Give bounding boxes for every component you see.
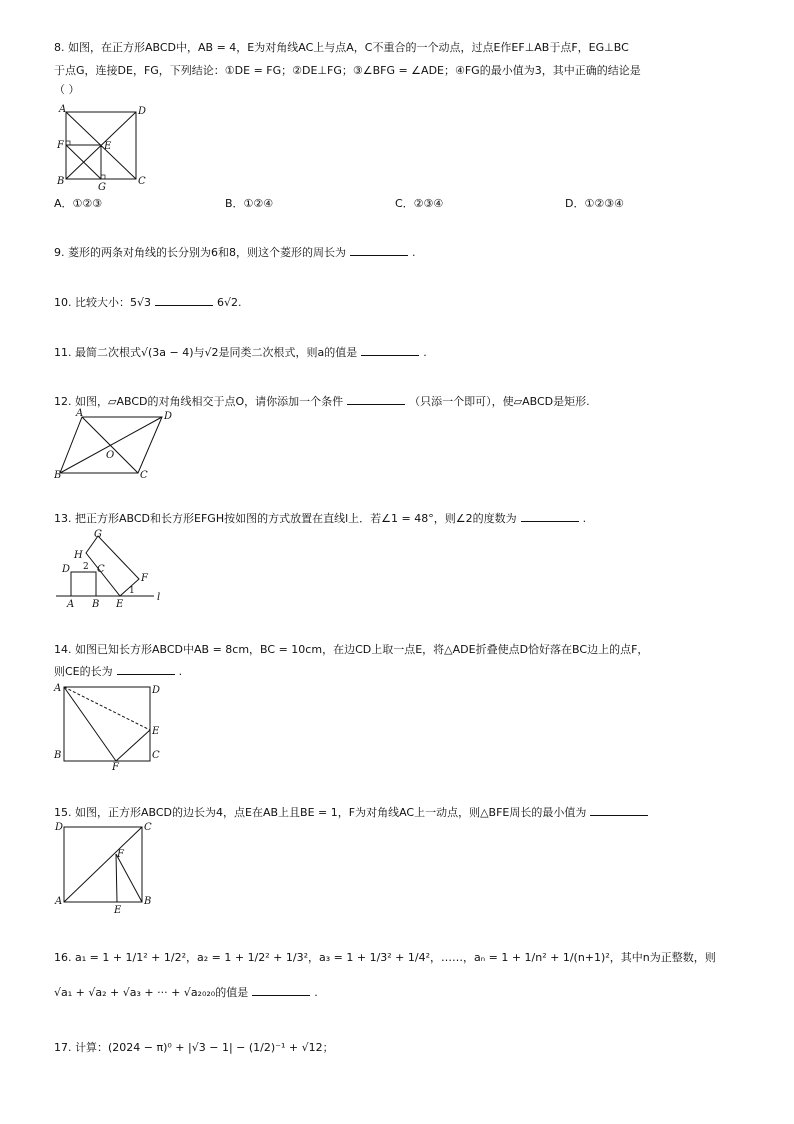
- q14-line1: 14. 如图已知长方形ABCD中AB = 8cm，BC = 10cm，在边CD上取一点E，将△ADE折叠使点D恰好落在BC边上的点F，: [54, 643, 649, 656]
- q16-answer-blank: [252, 984, 310, 996]
- q14-fold-ae: [64, 687, 150, 730]
- q10-line: [54, 294, 242, 311]
- q12-label-c: C: [140, 470, 148, 480]
- q15-label-d: D: [55, 822, 64, 833]
- q14-end: .: [178, 665, 183, 678]
- q8-option-d: D．①②③④: [565, 197, 624, 210]
- q15-label-c: C: [144, 822, 152, 833]
- q9-text: 9. 菱形的两条对角线的长分别为6和8，则这个菱形的周长为: [54, 246, 346, 259]
- q8-label-a: A: [59, 104, 67, 115]
- q13-end: .: [582, 512, 587, 525]
- q14-figure: [52, 681, 172, 771]
- q14-label-e: E: [152, 726, 160, 737]
- q10-text: 10. 比较大小：5√3: [54, 296, 151, 309]
- q13-answer-blank: [521, 510, 579, 522]
- q13-label-c: C: [97, 564, 105, 575]
- q12-label-o: O: [106, 450, 115, 461]
- q14-segment-fe: [116, 730, 150, 761]
- q15-label-e: E: [114, 905, 122, 915]
- q8-label-c: C: [138, 176, 146, 187]
- q16-line2: [54, 984, 318, 1001]
- q12-label-b: B: [54, 470, 62, 480]
- q8-option-c: C．②③④: [395, 197, 444, 210]
- q11-end: .: [423, 346, 427, 359]
- q8-label-e: E: [104, 141, 112, 152]
- q15-answer-blank: [590, 804, 648, 816]
- q15-label-a: A: [55, 896, 63, 907]
- q9-end: .: [412, 246, 416, 259]
- q8-line1: 8. 如图，在正方形ABCD中，AB = 4，E为对角线AC上与点A，C不重合的一个动点，过点E作EF⊥AB于点F，EG⊥BC: [54, 41, 629, 54]
- q14-label-b: B: [54, 750, 62, 761]
- q13-label-g: G: [94, 529, 102, 540]
- q14-label-d: D: [152, 685, 161, 696]
- q15-segment-ef: [116, 854, 117, 902]
- q15-line: [54, 804, 652, 821]
- q13-angle-2: 2: [83, 562, 89, 572]
- q11-line: [54, 344, 427, 361]
- q13-label-a: A: [67, 599, 75, 609]
- q14-label-a: A: [54, 683, 62, 694]
- q10-end: 6√2.: [217, 296, 242, 309]
- q12-text: 12. 如图，▱ABCD的对角线相交于点O，请你添加一个条件: [54, 395, 344, 408]
- q11-text: 11. 最简二次根式√(3a − 4)与√2是同类二次根式，则a的值是: [54, 346, 358, 359]
- q14-line2: [54, 663, 182, 680]
- q14-label-c: C: [152, 750, 160, 761]
- q15-figure: [54, 820, 159, 915]
- q13-line: [54, 510, 586, 527]
- q12-label-a: A: [76, 408, 84, 419]
- q14-fold-af: [64, 687, 116, 761]
- q15-text: 15. 如图，正方形ABCD的边长为4，点E在AB上且BE = 1，F为对角线AC上一动点，则△BFE周长的最小值为: [54, 806, 587, 819]
- q15-label-f: F: [117, 849, 124, 860]
- q12-figure: [54, 408, 179, 480]
- q9-line: [54, 244, 416, 261]
- q8-label-f: F: [57, 140, 64, 151]
- q8-option-b: B．①②④: [225, 197, 274, 210]
- q13-square-abcd: [71, 572, 96, 596]
- q15-label-b: B: [144, 896, 152, 907]
- q8-label-g: G: [98, 182, 106, 193]
- q8-option-a: A．①②③: [54, 197, 103, 210]
- q12-diagonal-bd: [60, 417, 162, 473]
- q13-angle-1: 1: [129, 586, 135, 596]
- q10-answer-blank: [155, 294, 213, 306]
- q13-label-e: E: [116, 599, 124, 609]
- q12-end: （只添一个即可），使▱ABCD是矩形.: [409, 395, 590, 408]
- q15-diagonal-ac: [64, 827, 142, 902]
- q13-label-f: F: [141, 573, 148, 584]
- q12-label-d: D: [164, 411, 173, 422]
- q13-label-d: D: [62, 564, 71, 575]
- q8-right-angle-g: [101, 175, 105, 179]
- q8-line3: （ ）: [54, 83, 80, 96]
- q16-end: .: [314, 986, 318, 999]
- q13-figure: [54, 527, 174, 609]
- q8-figure: [54, 102, 154, 194]
- q14-answer-blank: [117, 663, 175, 675]
- q15-segment-fb: [116, 854, 142, 902]
- q14-label-f: F: [112, 762, 119, 771]
- q8-label-b: B: [57, 176, 65, 187]
- q13-text: 13. 把正方形ABCD和长方形EFGH按如图的方式放置在直线l上．若∠1 = 48°，则∠2的度数为: [54, 512, 517, 525]
- q13-label-h: H: [74, 550, 83, 561]
- q16-line1: 16. a₁ = 1 + 1/1² + 1/2²，a₂ = 1 + 1/2² + 1/3²，a₃ = 1 + 1/3² + 1/4²，……，aₙ = 1 + 1/n² + 1/(n+1)²，其中n为正整数，则: [54, 951, 716, 964]
- q8-right-angle-f: [66, 141, 70, 145]
- q8-label-d: D: [138, 106, 147, 117]
- q8-line2: 于点G，连接DE，FG，下列结论：①DE = FG；②DE⊥FG；③∠BFG = ∠ADE；④FG的最小值为3，其中正确的结论是: [54, 64, 641, 77]
- q17-line: 17. 计算：(2024 − π)⁰ + |√3 − 1| − (1/2)⁻¹ + √12；: [54, 1041, 334, 1054]
- q16-text: √a₁ + √a₂ + √a₃ + ··· + √a₂₀₂₀的值是: [54, 986, 249, 999]
- q13-label-l: l: [157, 592, 161, 603]
- q14-text: 则CE的长为: [54, 665, 113, 678]
- q12-answer-blank: [347, 393, 405, 405]
- q11-answer-blank: [361, 344, 419, 356]
- q13-label-b: B: [92, 599, 100, 609]
- q9-answer-blank: [350, 244, 408, 256]
